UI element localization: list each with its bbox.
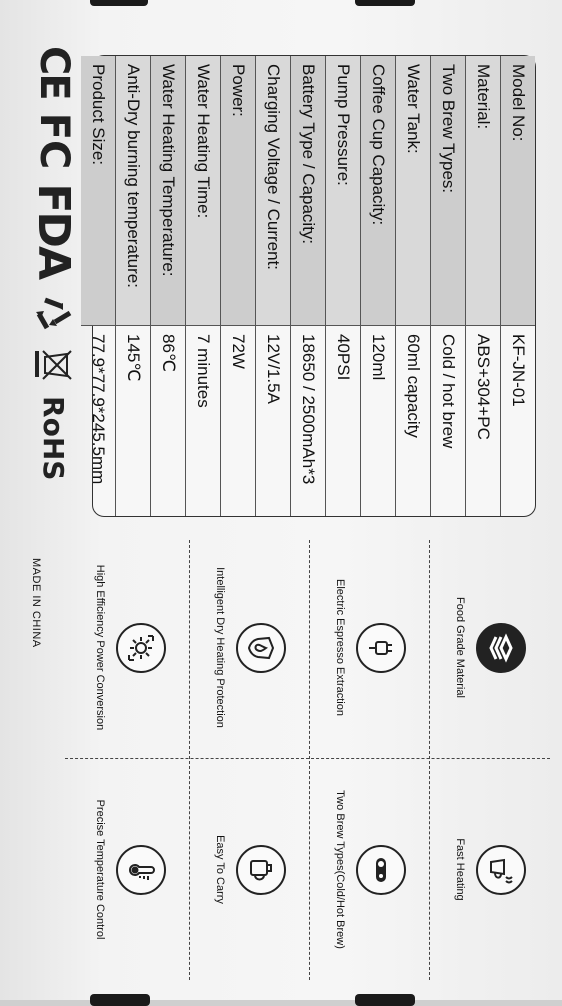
spec-value: KF-JN-01	[509, 334, 528, 407]
spec-row	[465, 56, 500, 516]
spec-label: Battery Type / Capacity:	[291, 56, 325, 326]
feature-two-brew	[314, 762, 426, 977]
spec-row	[115, 56, 150, 516]
feature-label: Precise Temperature Control	[94, 799, 106, 940]
feature-label: Easy To Carry	[214, 835, 226, 904]
spec-row	[500, 56, 535, 516]
rohs-mark: RoHS	[37, 396, 71, 481]
spec-value: 120ml	[369, 334, 388, 381]
divider	[309, 540, 310, 980]
spec-table	[89, 55, 536, 517]
divider	[189, 540, 190, 980]
carry-cup-icon	[236, 845, 286, 895]
made-in-label: MADE IN CHINA	[30, 558, 42, 648]
recycle-icon	[33, 292, 75, 334]
spec-value: ABS+304+PC	[474, 334, 493, 440]
feature-label: Intelligent Dry Heating Protection	[214, 567, 226, 728]
feature-food-grade	[434, 540, 546, 755]
spec-label: Anti-Dry burning temperature:	[116, 56, 150, 326]
spec-row	[220, 56, 255, 516]
feature-dry-protection	[194, 540, 306, 755]
certification-marks	[24, 46, 84, 480]
spec-row	[395, 56, 430, 516]
spec-label: Product Size:	[81, 56, 115, 326]
spec-label: Water Heating Temperature:	[151, 56, 185, 326]
fda-mark: FDA	[28, 183, 80, 279]
spec-row	[185, 56, 220, 516]
spec-label: Water Heating Time:	[186, 56, 220, 326]
feature-power-conversion	[74, 540, 186, 755]
feature-label: Two Brew Types(Cold/Hot Brew)	[334, 790, 346, 949]
feature-label: Fast Heating	[454, 838, 466, 901]
spec-value: Cold / hot brew	[439, 334, 458, 449]
spec-value: 60ml capacity	[404, 334, 423, 438]
spec-value: 18650 / 2500mAh*3	[299, 334, 318, 485]
spec-row	[290, 56, 325, 516]
spec-row	[255, 56, 290, 516]
feature-fast-heating	[434, 762, 546, 977]
spec-row	[325, 56, 360, 516]
spec-row	[430, 56, 465, 516]
spec-label: Two Brew Types:	[431, 56, 465, 326]
spec-value: 40PSI	[334, 334, 353, 381]
divider	[65, 758, 550, 759]
weee-bin-icon	[33, 348, 75, 382]
feature-easy-carry	[194, 762, 306, 977]
ce-mark: CE	[31, 46, 77, 99]
plug-icon	[356, 623, 406, 673]
spec-value: 72W	[229, 334, 248, 369]
spec-value: 7 minutes	[194, 334, 213, 408]
layers-icon	[476, 623, 526, 673]
spec-row	[360, 56, 395, 516]
feature-label: Electric Espresso Extraction	[334, 579, 346, 716]
divider	[429, 540, 430, 980]
gear-icon	[116, 623, 166, 673]
spec-row	[150, 56, 185, 516]
heating-cup-icon	[476, 845, 526, 895]
spec-label: Charging Voltage / Current:	[256, 56, 290, 326]
shield-flame-icon	[236, 623, 286, 673]
spec-label: Pump Pressure:	[326, 56, 360, 326]
features-grid	[65, 540, 550, 980]
spec-value: 77.9*77.9*245.5mm	[89, 334, 108, 485]
spec-label: Coffee Cup Capacity:	[361, 56, 395, 326]
spec-label: Model No:	[501, 56, 535, 326]
spec-value: 86℃	[159, 334, 178, 373]
feature-espresso	[314, 540, 426, 755]
spec-value: 12V/1.5A	[264, 334, 283, 404]
spec-value: 145℃	[124, 334, 143, 382]
fc-mark: FC	[31, 112, 77, 170]
spec-label: Water Tank:	[396, 56, 430, 326]
feature-label: High Efficiency Power Conversion	[94, 564, 106, 731]
thermometer-icon	[116, 845, 166, 895]
toggle-icon	[356, 845, 406, 895]
feature-temp-control	[74, 762, 186, 977]
spec-label: Power:	[221, 56, 255, 326]
spec-label: Material:	[466, 56, 500, 326]
spec-row	[81, 56, 115, 516]
feature-label: Food Grade Material	[454, 597, 466, 698]
